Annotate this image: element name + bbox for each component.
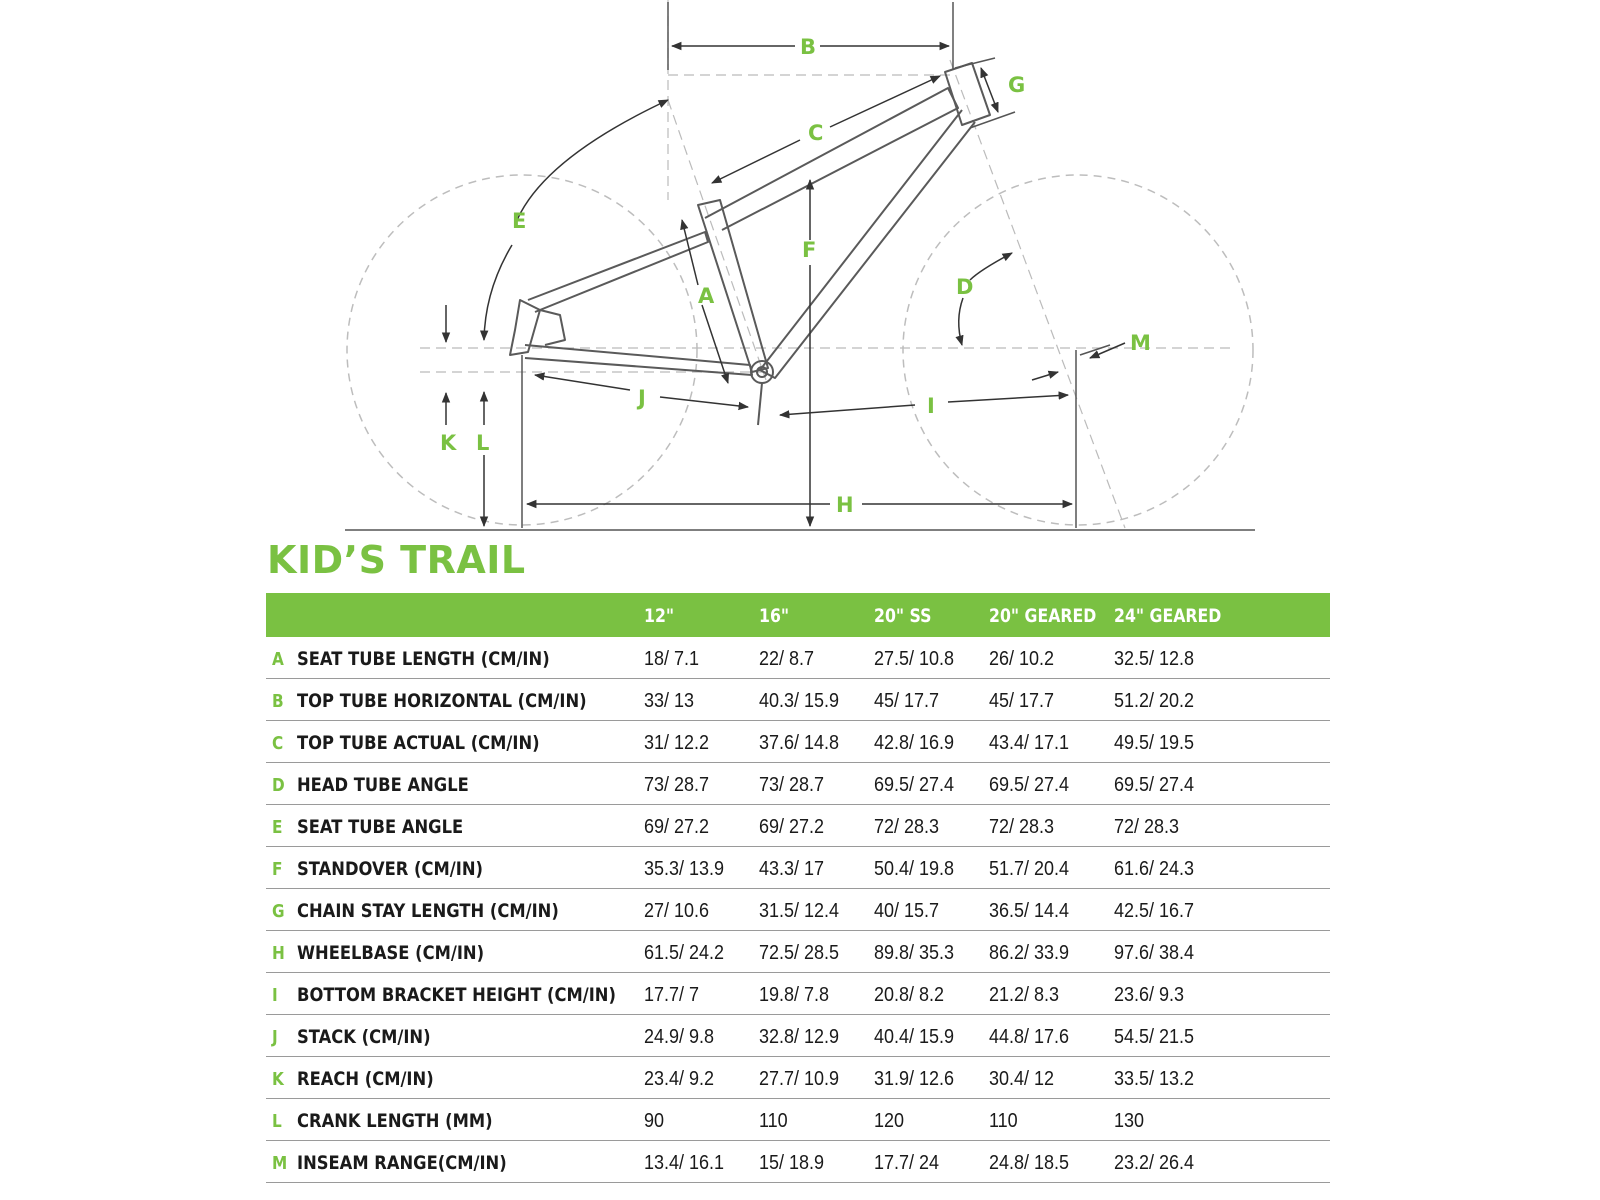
table-cell: 15/ 18.9 (759, 1152, 825, 1174)
table-cell: 72/ 28.3 (1114, 816, 1180, 838)
row-name: TOP TUBE HORIZONTAL (CM/IN) (297, 690, 587, 712)
table-cell: 45/ 17.7 (989, 690, 1055, 712)
table-cell: 22/ 8.7 (759, 648, 815, 670)
table-cell: 69.5/ 27.4 (1114, 774, 1195, 796)
row-letter: L (272, 1111, 282, 1132)
table-row (266, 763, 1330, 805)
table-cell: 72/ 28.3 (989, 816, 1055, 838)
table-cell: 43.3/ 17 (759, 858, 825, 880)
table-cell: 33.5/ 13.2 (1114, 1068, 1195, 1090)
table-title: KID’S TRAIL (267, 538, 526, 582)
diagram-label-k: K (440, 431, 457, 455)
row-name: INSEAM RANGE(CM/IN) (297, 1152, 507, 1174)
column-header: 20" SS (874, 605, 932, 627)
table-cell: 69.5/ 27.4 (874, 774, 955, 796)
row-name: BOTTOM BRACKET HEIGHT (CM/IN) (297, 984, 616, 1006)
table-cell: 51.2/ 20.2 (1114, 690, 1195, 712)
table-cell: 86.2/ 33.9 (989, 942, 1070, 964)
table-cell: 30.4/ 12 (989, 1068, 1055, 1090)
row-letter: D (272, 775, 285, 796)
table-cell: 40/ 15.7 (874, 900, 940, 922)
row-name: STANDOVER (CM/IN) (297, 858, 483, 880)
table-cell: 33/ 13 (644, 690, 695, 712)
column-header: 12" (644, 605, 675, 627)
table-cell: 37.6/ 14.8 (759, 732, 840, 754)
row-name: STACK (CM/IN) (297, 1026, 431, 1048)
row-letter: K (272, 1069, 284, 1090)
table-cell: 35.3/ 13.9 (644, 858, 725, 880)
table-row (266, 847, 1330, 889)
row-name: SEAT TUBE ANGLE (297, 816, 464, 838)
table-cell: 90 (644, 1110, 665, 1132)
table-header-row (266, 593, 1330, 637)
row-letter: I (272, 985, 278, 1006)
column-header: 16" (759, 605, 790, 627)
row-letter: F (272, 859, 283, 880)
table-row (266, 1099, 1330, 1141)
table-cell: 69/ 27.2 (759, 816, 825, 838)
table-cell: 120 (874, 1110, 905, 1132)
table-cell: 43.4/ 17.1 (989, 732, 1070, 754)
diagram-label-h: H (836, 493, 854, 517)
row-letter: E (272, 817, 283, 838)
diagram-label-e: E (512, 209, 527, 233)
table-cell: 110 (989, 1110, 1018, 1132)
table-cell: 27/ 10.6 (644, 900, 710, 922)
table-cell: 130 (1114, 1110, 1145, 1132)
table-cell: 61.5/ 24.2 (644, 942, 725, 964)
diagram-label-l: L (476, 431, 490, 455)
table-cell: 31.9/ 12.6 (874, 1068, 955, 1090)
table-cell: 27.7/ 10.9 (759, 1068, 840, 1090)
table-cell: 23.4/ 9.2 (644, 1068, 715, 1090)
diagram-label-b: B (800, 35, 817, 59)
row-letter: J (272, 1027, 278, 1048)
table-cell: 24.9/ 9.8 (644, 1026, 715, 1048)
table-cell: 20.8/ 8.2 (874, 984, 945, 1006)
row-letter: G (272, 901, 285, 922)
table-cell: 32.8/ 12.9 (759, 1026, 840, 1048)
column-header: 20" GEARED (989, 605, 1097, 627)
diagram-label-g: G (1008, 73, 1026, 97)
diagram-label-c: C (808, 121, 824, 145)
row-name: TOP TUBE ACTUAL (CM/IN) (297, 732, 540, 754)
column-header: 24" GEARED (1114, 605, 1222, 627)
diagram-label-j: J (638, 386, 646, 410)
table-cell: 42.5/ 16.7 (1114, 900, 1195, 922)
table-cell: 31.5/ 12.4 (759, 900, 840, 922)
row-name: HEAD TUBE ANGLE (297, 774, 469, 796)
table-cell: 32.5/ 12.8 (1114, 648, 1195, 670)
table-cell: 42.8/ 16.9 (874, 732, 955, 754)
diagram-label-f: F (802, 238, 817, 262)
diagram-label-i: I (927, 394, 935, 418)
table-cell: 23.2/ 26.4 (1114, 1152, 1195, 1174)
front-wheel (903, 175, 1253, 525)
table-cell: 97.6/ 38.4 (1114, 942, 1195, 964)
diagram-label-d: D (956, 275, 974, 299)
table-row (266, 637, 1330, 679)
table-cell: 13.4/ 16.1 (644, 1152, 725, 1174)
table-row (266, 1141, 1330, 1183)
table-cell: 72/ 28.3 (874, 816, 940, 838)
diagram-label-m: M (1130, 331, 1151, 355)
table-cell: 40.3/ 15.9 (759, 690, 840, 712)
table-row (266, 973, 1330, 1015)
row-letter: C (272, 733, 284, 754)
geometry-table (266, 593, 1330, 1183)
table-cell: 54.5/ 21.5 (1114, 1026, 1195, 1048)
row-name: SEAT TUBE LENGTH (CM/IN) (297, 648, 550, 670)
table-row (266, 1015, 1330, 1057)
table-cell: 72.5/ 28.5 (759, 942, 840, 964)
table-cell: 17.7/ 7 (644, 984, 700, 1006)
table-cell: 18/ 7.1 (644, 648, 700, 670)
bike-frame (510, 63, 990, 425)
table-cell: 45/ 17.7 (874, 690, 940, 712)
table-row (266, 931, 1330, 973)
table-cell: 69/ 27.2 (644, 816, 710, 838)
table-row (266, 1057, 1330, 1099)
table-cell: 49.5/ 19.5 (1114, 732, 1195, 754)
table-cell: 36.5/ 14.4 (989, 900, 1070, 922)
table-row (266, 679, 1330, 721)
table-cell: 23.6/ 9.3 (1114, 984, 1185, 1006)
table-cell: 73/ 28.7 (644, 774, 710, 796)
table-cell: 17.7/ 24 (874, 1152, 940, 1174)
table-cell: 44.8/ 17.6 (989, 1026, 1070, 1048)
table-cell: 26/ 10.2 (989, 648, 1055, 670)
row-name: REACH (CM/IN) (297, 1068, 434, 1090)
table-cell: 31/ 12.2 (644, 732, 710, 754)
table-row (266, 805, 1330, 847)
bike-geometry-diagram (0, 0, 1600, 540)
row-name: CRANK LENGTH (MM) (297, 1110, 493, 1132)
diagram-label-a: A (698, 284, 715, 308)
table-cell: 24.8/ 18.5 (989, 1152, 1070, 1174)
table-cell: 21.2/ 8.3 (989, 984, 1060, 1006)
table-cell: 89.8/ 35.3 (874, 942, 955, 964)
row-letter: A (272, 649, 284, 670)
table-cell: 73/ 28.7 (759, 774, 825, 796)
table-row (266, 889, 1330, 931)
table-row (266, 721, 1330, 763)
row-letter: B (272, 691, 284, 712)
row-name: CHAIN STAY LENGTH (CM/IN) (297, 900, 559, 922)
table-cell: 40.4/ 15.9 (874, 1026, 955, 1048)
row-name: WHEELBASE (CM/IN) (297, 942, 485, 964)
table-cell: 27.5/ 10.8 (874, 648, 955, 670)
reference-lines (420, 0, 1230, 528)
table-cell: 19.8/ 7.8 (759, 984, 830, 1006)
table-cell: 69.5/ 27.4 (989, 774, 1070, 796)
table-cell: 51.7/ 20.4 (989, 858, 1070, 880)
table-cell: 61.6/ 24.3 (1114, 858, 1195, 880)
row-letter: H (272, 943, 285, 964)
row-letter: M (272, 1153, 288, 1174)
table-cell: 50.4/ 19.8 (874, 858, 955, 880)
table-cell: 110 (759, 1110, 788, 1132)
